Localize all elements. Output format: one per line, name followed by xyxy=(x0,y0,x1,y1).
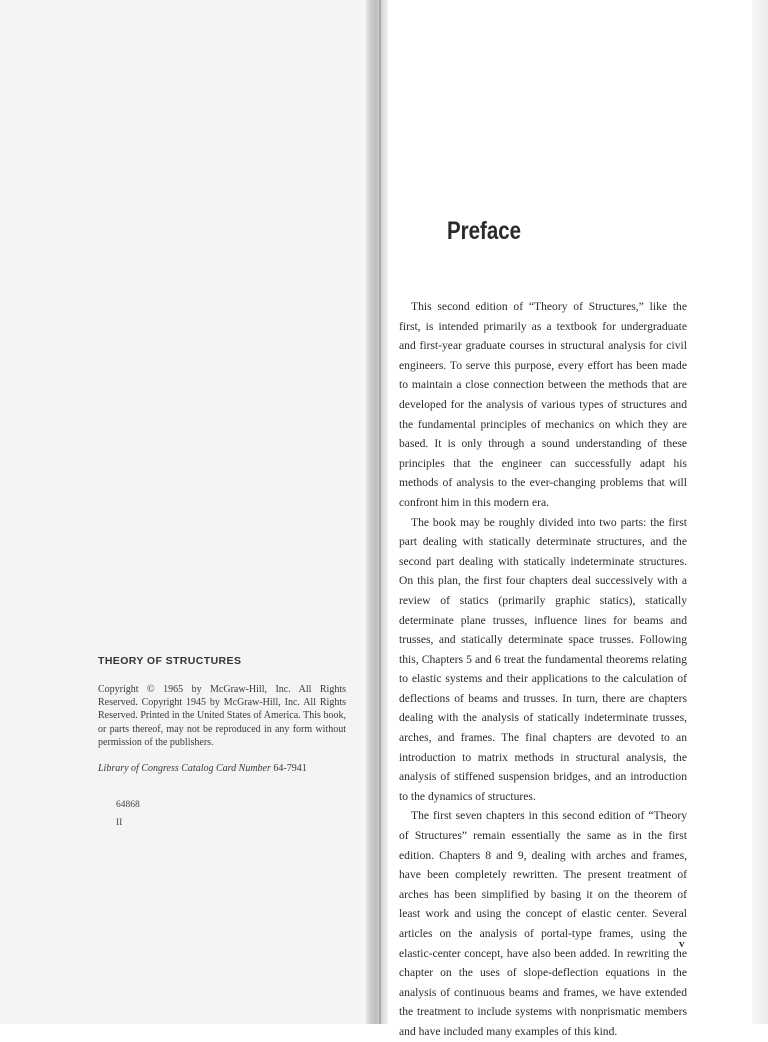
book-gutter xyxy=(366,0,388,1024)
book-title: THEORY OF STRUCTURES xyxy=(98,655,242,667)
gutter-shadow xyxy=(379,0,381,1024)
lccn-number: 64-7941 xyxy=(273,763,307,775)
copyright-block xyxy=(98,655,346,832)
left-page xyxy=(0,0,368,1024)
preface-paragraph-2: The book may be roughly divided into two parts: the first part dealing with statically determinate structures, and the second part dealing with statically indeterminate structures. On this plan, the first four chapters deal successively with a review of statics (primarily graphic statics), statically determinate plane trusses, influence lines for beams and trusses, and statically determinate space trusses. Following this, Chapters 5 and 6 treat the fundamental theorems relating to elastic systems and their applications to the calculation of deflections of beams and trusses. In turn, there are chapters dealing with the analysis of statically indeterminate trusses, arches, and frames. The final chapters are devoted to an introduction to matrix methods in structural analysis, the analysis of stiffened suspension bridges, and an introduction to the dynamics of structures. xyxy=(399,515,687,803)
print-code xyxy=(116,796,346,832)
preface-paragraph-3: The first seven chapters in this second edition of “Theory of Structures” remain essentially the same as in the first edition. Chapters 8 and 9, dealing with arches and frames, have been completely rewritten. The present treatment of arches has been simplified by basing it on the theorem of least work and using the concept of elastic center. Several articles on the analysis of portal-type frames, using the elastic-center concept, have also been added. In rewriting the chapter on the uses of slope-deflection equations in the analysis of continuous beams and frames, we have extended the treatment to include systems with nonprismatic members and have included many examples of this kind. xyxy=(399,809,687,1038)
lccn-label: Library of Congress Catalog Card Number xyxy=(98,763,271,775)
print-code-roman: II xyxy=(116,818,123,829)
copyright-notice: Copyright © 1965 by McGraw-Hill, Inc. All Rights Reserved. Copyright 1945 by McGraw-Hill, Inc. All Rights Reserved. Printed in the United States of America. This book, or parts thereof, may not be reproduced in any form without permission of the publishers. xyxy=(98,684,346,748)
preface-body xyxy=(399,297,687,1042)
page-edge xyxy=(752,0,768,1024)
library-of-congress-number xyxy=(98,763,346,774)
preface-title: Preface xyxy=(447,217,522,245)
print-code-number: 64868 xyxy=(116,800,140,811)
preface-paragraph-1: This second edition of “Theory of Structures,” like the first, is intended primarily as a textbook for undergraduate and first-year graduate courses in structural analysis for civil engineers. To serve this purpose, every effort has been made to maintain a close connection between the methods that are developed for the analysis of various types of structures and the fundamental principles of mechanics on which they are based. It is only through a sound understanding of these principles that the engineer can successfully adapt his methods of analysis to the ever-changing problems that will confront him in this modern era. xyxy=(399,300,687,509)
page-number: v xyxy=(679,938,685,950)
